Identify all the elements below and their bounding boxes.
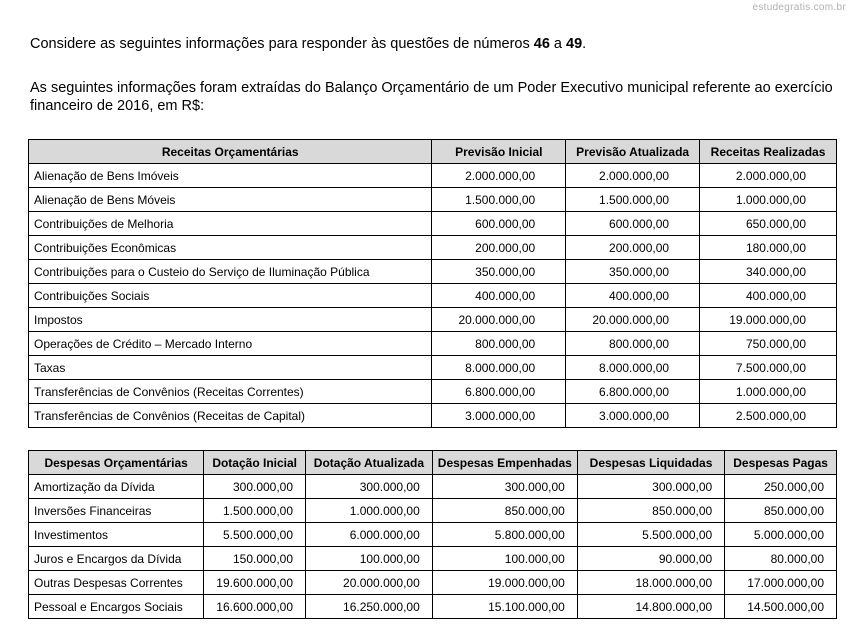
value-cell: 200.000,00: [566, 236, 700, 260]
value-cell: 2.000.000,00: [432, 164, 566, 188]
value-cell: 350.000,00: [566, 260, 700, 284]
table-header-row: [29, 140, 837, 164]
value-cell: 250.000,00: [725, 475, 837, 499]
question-end: 49: [566, 36, 583, 52]
value-cell: 2.000.000,00: [566, 164, 700, 188]
value-cell: 350.000,00: [432, 260, 566, 284]
value-cell: 80.000,00: [725, 547, 837, 571]
row-label: Transferências de Convênios (Receitas de Capital): [29, 404, 432, 428]
value-cell: 5.500.000,00: [204, 523, 306, 547]
value-cell: 1.500.000,00: [204, 499, 306, 523]
table-row: [29, 260, 837, 284]
table-row: [29, 547, 837, 571]
value-cell: 100.000,00: [306, 547, 433, 571]
row-label: Contribuições de Melhoria: [29, 212, 432, 236]
value-cell: 90.000,00: [577, 547, 724, 571]
value-cell: 100.000,00: [432, 547, 577, 571]
column-header: Despesas Liquidadas: [577, 451, 724, 475]
row-label: Operações de Crédito – Mercado Interno: [29, 332, 432, 356]
value-cell: 19.600.000,00: [204, 571, 306, 595]
row-label: Pessoal e Encargos Sociais: [29, 595, 204, 619]
row-label: Outras Despesas Correntes: [29, 571, 204, 595]
intro-text: a: [549, 36, 567, 52]
row-label: Alienação de Bens Imóveis: [29, 164, 432, 188]
table-row: [29, 188, 837, 212]
column-header: Previsão Inicial: [432, 140, 566, 164]
value-cell: 850.000,00: [577, 499, 724, 523]
value-cell: 6.800.000,00: [566, 380, 700, 404]
value-cell: 5.500.000,00: [577, 523, 724, 547]
value-cell: 20.000.000,00: [432, 308, 566, 332]
row-label: Contribuições Econômicas: [29, 236, 432, 260]
table-row: [29, 595, 837, 619]
table-row: [29, 332, 837, 356]
table-row: [29, 571, 837, 595]
value-cell: 8.000.000,00: [432, 356, 566, 380]
value-cell: 1.000.000,00: [700, 380, 837, 404]
value-cell: 600.000,00: [566, 212, 700, 236]
value-cell: 1.500.000,00: [566, 188, 700, 212]
value-cell: 16.600.000,00: [204, 595, 306, 619]
row-label: Inversões Financeiras: [29, 499, 204, 523]
value-cell: 400.000,00: [700, 284, 837, 308]
intro-paragraph-2: As seguintes informações foram extraídas do Balanço Orçamentário de um Poder Executivo municipal referente ao exercício financeiro de 2016, em R$:: [30, 80, 833, 114]
value-cell: 600.000,00: [432, 212, 566, 236]
value-cell: 5.000.000,00: [725, 523, 837, 547]
value-cell: 7.500.000,00: [700, 356, 837, 380]
value-cell: 1.000.000,00: [700, 188, 837, 212]
column-header: Dotação Atualizada: [306, 451, 433, 475]
value-cell: 15.100.000,00: [432, 595, 577, 619]
value-cell: 19.000.000,00: [700, 308, 837, 332]
value-cell: 1.500.000,00: [432, 188, 566, 212]
value-cell: 340.000,00: [700, 260, 837, 284]
value-cell: 16.250.000,00: [306, 595, 433, 619]
value-cell: 17.000.000,00: [725, 571, 837, 595]
row-label: Transferências de Convênios (Receitas Correntes): [29, 380, 432, 404]
value-cell: 19.000.000,00: [432, 571, 577, 595]
row-label: Impostos: [29, 308, 432, 332]
value-cell: 6.800.000,00: [432, 380, 566, 404]
row-label: Investimentos: [29, 523, 204, 547]
value-cell: 1.000.000,00: [306, 499, 433, 523]
value-cell: 850.000,00: [725, 499, 837, 523]
value-cell: 3.000.000,00: [432, 404, 566, 428]
table-row: [29, 404, 837, 428]
column-header: Despesas Empenhadas: [432, 451, 577, 475]
row-label: Amortização da Dívida: [29, 475, 204, 499]
value-cell: 300.000,00: [432, 475, 577, 499]
intro-text: .: [582, 36, 587, 52]
receitas-table: [28, 139, 837, 428]
value-cell: 180.000,00: [700, 236, 837, 260]
despesas-table: [28, 450, 837, 619]
value-cell: 2.000.000,00: [700, 164, 837, 188]
value-cell: 800.000,00: [432, 332, 566, 356]
value-cell: 20.000.000,00: [306, 571, 433, 595]
value-cell: 8.000.000,00: [566, 356, 700, 380]
column-header: Receitas Orçamentárias: [29, 140, 432, 164]
intro-text: Considere as seguintes informações para responder às questões de números: [30, 36, 534, 52]
value-cell: 18.000.000,00: [577, 571, 724, 595]
row-label: Alienação de Bens Móveis: [29, 188, 432, 212]
value-cell: 14.800.000,00: [577, 595, 724, 619]
column-header: Despesas Pagas: [725, 451, 837, 475]
column-header: Despesas Orçamentárias: [29, 451, 204, 475]
value-cell: 14.500.000,00: [725, 595, 837, 619]
value-cell: 850.000,00: [432, 499, 577, 523]
table-row: [29, 308, 837, 332]
value-cell: 650.000,00: [700, 212, 837, 236]
value-cell: 750.000,00: [700, 332, 837, 356]
value-cell: 300.000,00: [306, 475, 433, 499]
row-label: Contribuições Sociais: [29, 284, 432, 308]
table-row: [29, 475, 837, 499]
table-header-row: [29, 451, 837, 475]
value-cell: 6.000.000,00: [306, 523, 433, 547]
table-row: [29, 356, 837, 380]
table-row: [29, 284, 837, 308]
table-row: [29, 164, 837, 188]
column-header: Receitas Realizadas: [700, 140, 837, 164]
value-cell: 3.000.000,00: [566, 404, 700, 428]
value-cell: 400.000,00: [566, 284, 700, 308]
question-start: 46: [533, 36, 550, 52]
value-cell: 2.500.000,00: [700, 404, 837, 428]
value-cell: 400.000,00: [432, 284, 566, 308]
value-cell: 300.000,00: [204, 475, 306, 499]
table-row: [29, 236, 837, 260]
value-cell: 20.000.000,00: [566, 308, 700, 332]
row-label: Contribuições para o Custeio do Serviço de Iluminação Pública: [29, 260, 432, 284]
intro-paragraph-1: [30, 35, 586, 53]
table-row: [29, 523, 837, 547]
table-row: [29, 212, 837, 236]
watermark: estudegratis.com.br: [752, 2, 846, 13]
value-cell: 800.000,00: [566, 332, 700, 356]
table-row: [29, 380, 837, 404]
value-cell: 150.000,00: [204, 547, 306, 571]
column-header: Previsão Atualizada: [566, 140, 700, 164]
column-header: Dotação Inicial: [204, 451, 306, 475]
value-cell: 5.800.000,00: [432, 523, 577, 547]
value-cell: 300.000,00: [577, 475, 724, 499]
table-row: [29, 499, 837, 523]
row-label: Juros e Encargos da Dívida: [29, 547, 204, 571]
value-cell: 200.000,00: [432, 236, 566, 260]
row-label: Taxas: [29, 356, 432, 380]
